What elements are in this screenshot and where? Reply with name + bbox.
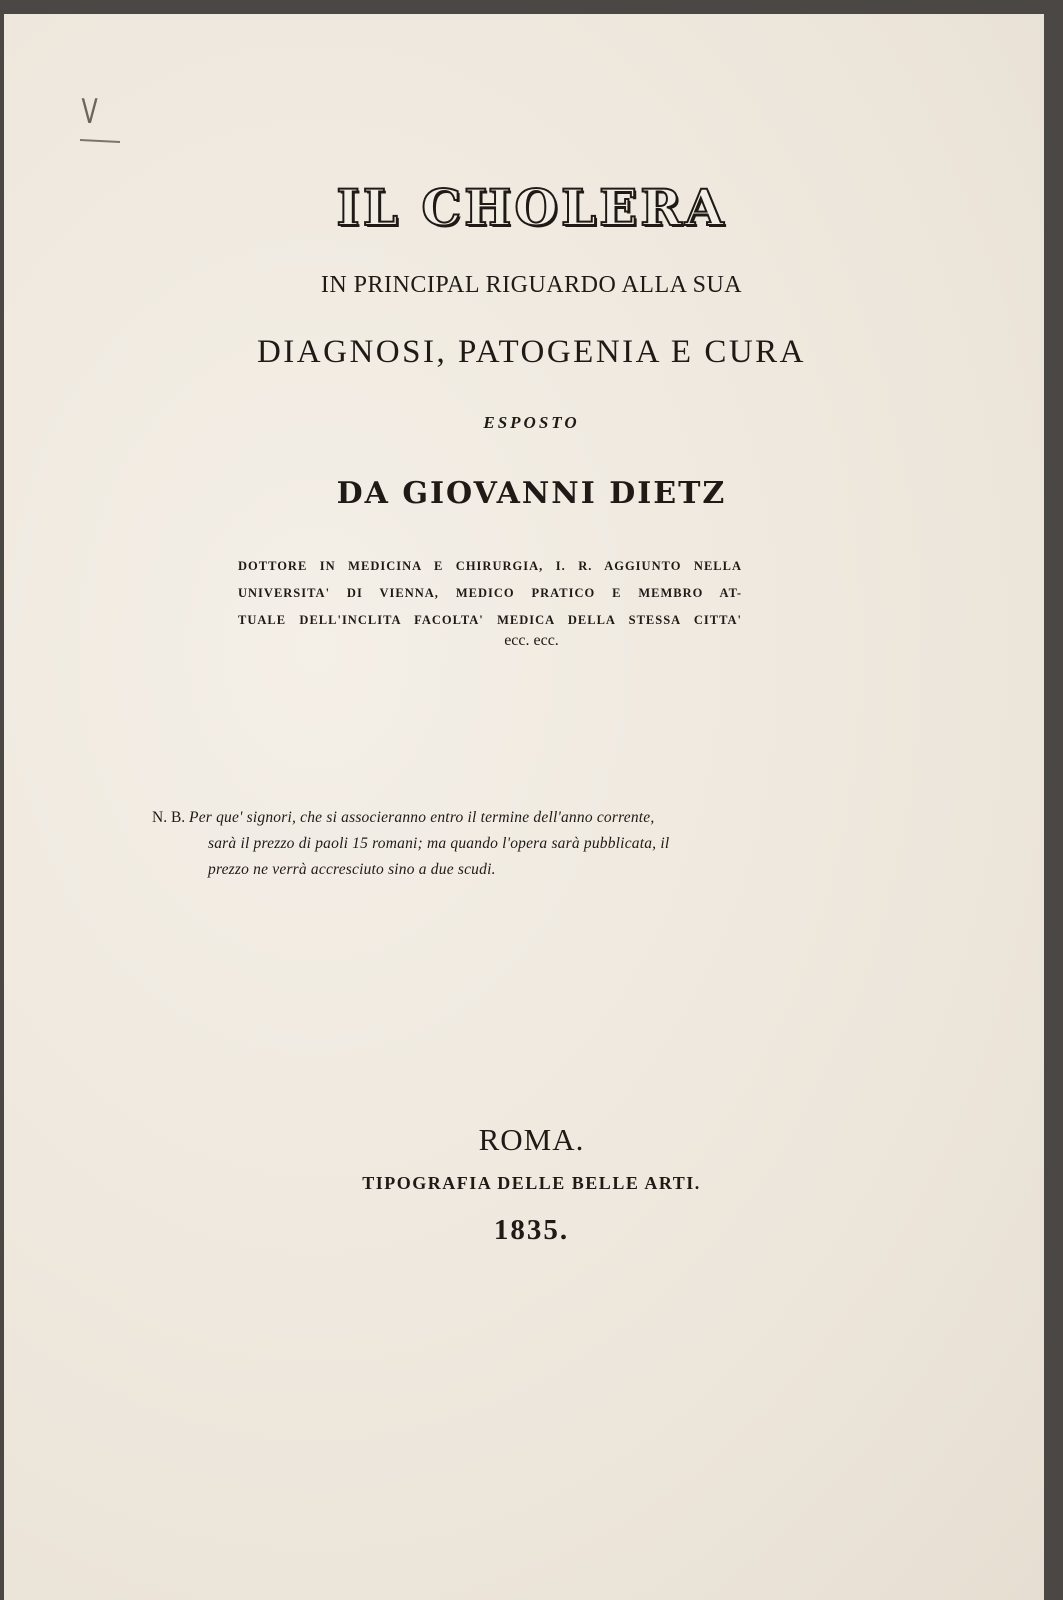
- subtitle-line-1: IN PRINCIPAL RIGUARDO ALLA SUA: [320, 272, 743, 298]
- nota-bene: [152, 805, 812, 883]
- credentials-line: TUALE DELL'INCLITA FACOLTA' MEDICA DELLA STESSA CITTA': [238, 613, 742, 627]
- subtitle-line-2: DIAGNOSI, PATOGENIA E CURA: [256, 334, 807, 370]
- nota-bene-label: N. B.: [152, 809, 186, 826]
- note-line: sarà il prezzo di paoli 15 romani; ma quando l'opera sarà pubblicata, il: [208, 835, 670, 852]
- credentials-line: DOTTORE IN MEDICINA E CHIRURGIA, I. R. AGGIUNTO NELLA: [238, 559, 742, 573]
- handwritten-mark: V: [81, 92, 98, 132]
- title: IL CHOLERA: [336, 178, 727, 237]
- imprint-city: ROMA.: [478, 1122, 585, 1157]
- author: DA GIOVANNI DIETZ: [336, 476, 727, 511]
- note-line: Per que' signori, che si associeranno entro il termine dell'anno corrente,: [189, 809, 655, 826]
- esposto-label: ESPOSTO: [483, 413, 580, 432]
- imprint-year: 1835.: [493, 1214, 570, 1246]
- author-credentials: [238, 553, 742, 634]
- ecc-text: ecc. ecc.: [504, 632, 559, 649]
- imprint-printer: TIPOGRAFIA DELLE BELLE ARTI.: [362, 1173, 701, 1193]
- note-line: prezzo ne verrà accresciuto sino a due scudi.: [208, 861, 496, 878]
- credentials-line: UNIVERSITA' DI VIENNA, MEDICO PRATICO E MEMBRO AT-: [238, 586, 742, 600]
